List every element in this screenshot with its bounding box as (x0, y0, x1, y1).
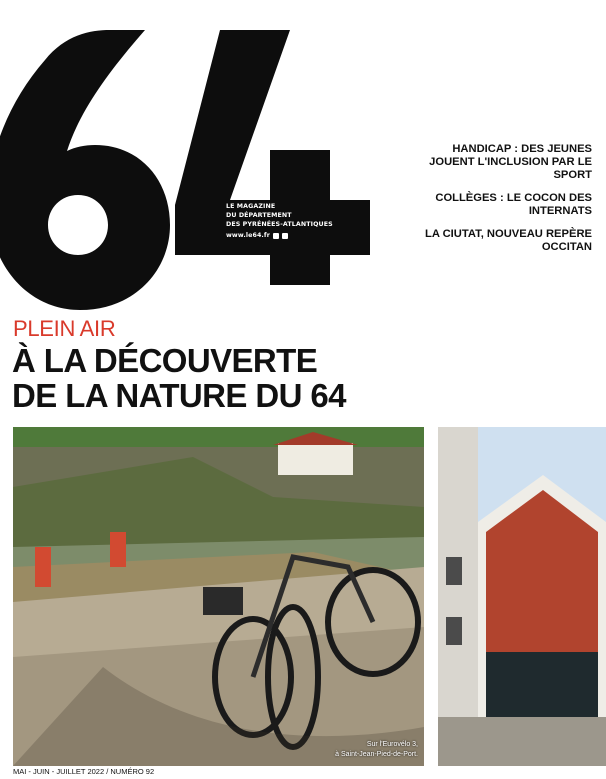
issue-date: MAI - JUIN - JUILLET 2022 / NUMÉRO 92 (13, 767, 155, 776)
tagline-line: DES PYRÉNÉES-ATLANTIQUES (226, 221, 333, 228)
masthead-tagline (226, 202, 333, 240)
teaser-item[interactable]: HANDICAP : DES JEUNES JOUENT L'INCLUSION PAR LE SPORT (429, 143, 592, 181)
headline-line: À LA DÉCOUVERTE (12, 342, 318, 379)
photo-caption (335, 740, 418, 760)
caption-line: à Saint-Jean-Pied-de-Port. (335, 751, 418, 758)
twitter-icon[interactable] (282, 233, 288, 239)
caption-line: Sur l'Eurovélo 3, (366, 741, 418, 748)
facebook-icon[interactable] (273, 233, 279, 239)
cover-headline (12, 343, 346, 413)
website-link[interactable]: www.le64.fr (226, 232, 270, 239)
teaser-item[interactable]: LA CIUTAT, NOUVEAU REPÈRE OCCITAN (425, 228, 592, 253)
tagline-line: DU DÉPARTEMENT (226, 212, 292, 219)
section-rubric: PLEIN AIR (13, 316, 116, 341)
logo-64-mark (0, 30, 440, 310)
ciutat-building-photo (438, 427, 606, 766)
tagline-line: LE MAGAZINE (226, 203, 276, 210)
teaser-item[interactable]: COLLÈGES : LE COCON DES INTERNATS (435, 192, 592, 217)
headline-line: DE LA NATURE DU 64 (12, 377, 346, 414)
magazine-logo (0, 30, 440, 310)
bicycles-river-photo (13, 427, 424, 766)
cover-teasers (412, 143, 592, 264)
